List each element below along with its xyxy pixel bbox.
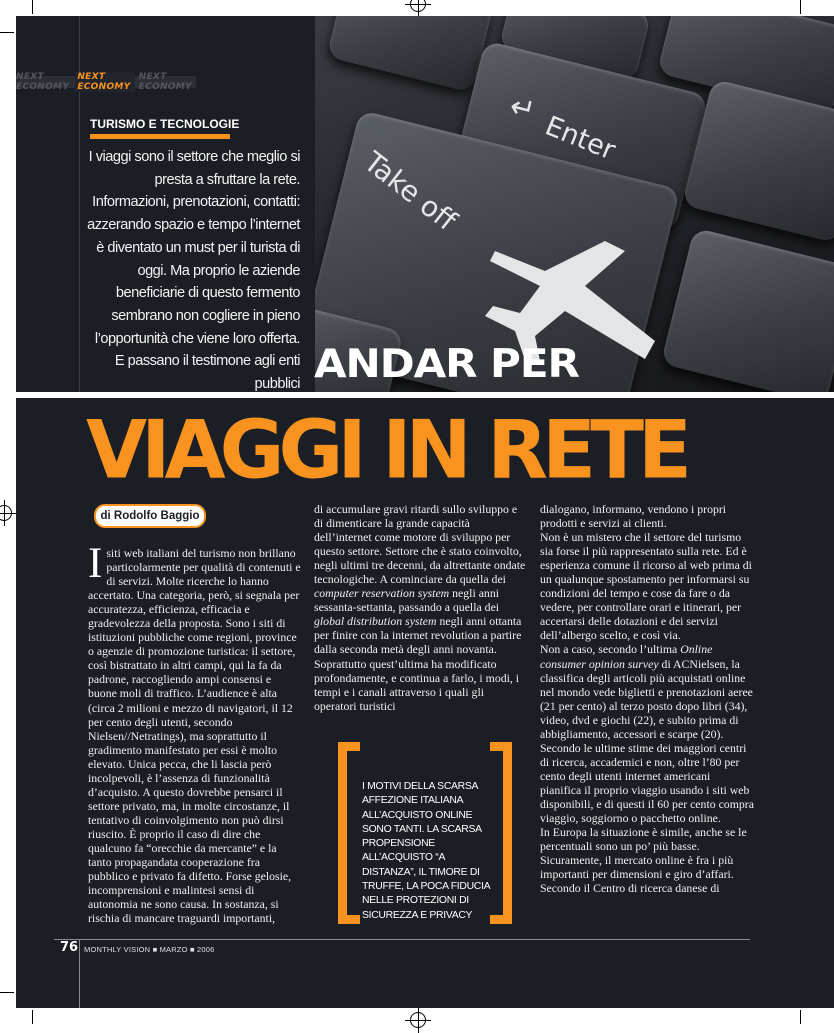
paragraph-text: di ACNielsen, la classifica degli articoli più acquistati online nel mondo vede biglietti e prenotazioni aeree (21 per cento) al terzo posto dopo libri (34), video, dvd e giochi (22), e subito prima di abbigliamento, accessori e scarpe (20). Secondo le ultime stime dei maggiori centri di ricerca, accademici e non, oltre l’80 per cento degli utenti internet americani pianifica il proprio viaggio usando i siti web disponibili, e di questi il 60 per cento compra viaggio, soggiorno o pacchetto online. <box>540 656 754 826</box>
crop-mark <box>800 0 801 14</box>
crop-mark <box>32 1010 33 1024</box>
pull-quote <box>338 742 512 924</box>
paragraph-text: Non a caso, secondo l’ultima <box>540 642 681 657</box>
headline-main: VIAGGI IN RETE <box>86 402 686 497</box>
registration-mark <box>410 1012 426 1028</box>
keyboard-key <box>326 16 493 93</box>
column-2-emphasis: global distribution system <box>314 614 437 629</box>
article-column-2 <box>314 502 526 713</box>
crop-mark <box>32 0 33 14</box>
paragraph: In Europa la situazione è simile, anche se le percentuali sono un po’ più basse. Sicuramente, il mercato online è fra i più importanti per dimensioni e giro d’affari. Secondo il Centro di ricerca danese di <box>540 825 747 896</box>
headline-top: ANDAR PER <box>314 342 579 387</box>
registration-mark <box>0 505 12 521</box>
footer-rule <box>54 939 750 940</box>
section-strip-item: NEXT ECONOMY <box>16 72 70 92</box>
paragraph: Non è un mistero che il settore del turismo sia forse il più rappresentato sulla rete. Ed è esperienza comune il ricorso al web prima di un qualunque spostamento per informarsi su condizioni del tempo e cose da fare o da vedere, per controllare orari e itinerari, per accertarsi delle dotazioni e dei servizi dell’albergo scelto, e così via. <box>540 530 752 643</box>
magazine-page <box>16 16 834 1008</box>
registration-mark <box>410 0 426 12</box>
pull-quote-text: I MOTIVI DELLA SCARSA AFFEZIONE ITALIANA ALL’ACQUISTO ONLINE SONO TANTI. LA SCARSA PROPENSIONE ALL’ACQUISTO “A DISTANZA”, IL TIMORE DI TRUFFE, LA POCA FIDUCIA NELLE PROTEZIONI DI SICUREZZA E PRIVACY <box>362 781 490 921</box>
article-deck: I viaggi sono il settore che meglio si presta a sfruttare la rete. Informazioni, prenotazioni, contatti: azzerando spazio e tempo l’internet è diventato un must per il turista di oggi. Ma proprio le aziende beneficiarie di questo fermento sembrano non cogliere in pieno l’opportunità che viene loro offerta. E passano il testimone agli enti pubblici <box>87 149 300 393</box>
byline: di Rodolfo Baggio <box>94 504 206 528</box>
keyboard-key <box>661 228 834 392</box>
keyboard-photo <box>315 16 834 392</box>
crop-mark <box>0 32 14 33</box>
takeoff-key-label: Take off <box>357 145 463 238</box>
dropcap: I <box>88 540 103 587</box>
folio: MONTHLY VISION ■ MARZO ■ 2006 <box>84 945 215 954</box>
paragraph <box>540 642 754 825</box>
article-column-3 <box>540 502 754 895</box>
page-number: 76 <box>60 940 79 955</box>
paragraph: dialogano, informano, vendono i propri prodotti e servizi ai clienti. <box>540 502 727 531</box>
footer-vertical-rule <box>79 939 80 1008</box>
crop-mark <box>0 992 14 993</box>
section-strip-item: NEXT ECONOMY <box>138 72 192 92</box>
column-2-emphasis: computer reservation system <box>314 586 450 601</box>
section-strip <box>16 72 196 92</box>
divider <box>16 392 834 398</box>
return-arrow-icon: ↵ <box>506 88 539 129</box>
crop-mark <box>800 1010 801 1024</box>
column-2-text: negli anni ottanta per finire con la internet revolution a partire dalla seconda metà degli anni novanta. Soprattutto quest’ultima ha modificato profondamente, e continua a farlo, i modi, i tempi e i canali attraverso i quali gli operatori turistici <box>314 614 522 713</box>
left-bracket <box>338 742 360 924</box>
column-1-text: siti web italiani del turismo non brillano particolarmente per qualità di contenuti e di servizi. Molte ricerche lo hanno accertato. Una categoria, però, si segnala per accuratezza, efficienza, efficacia e gradevolezza della proposta. Sono i siti di istituzioni pubbliche come regioni, province o agenzie di promozione turistica: il settore, così bistrattato in altri campi, qui la fa da padrone, raccogliendo ampi consensi e buone moli di traffico. L’audience è alta (circa 2 milioni e mezzo di navigatori, il 12 per cento degli utenti, secondo Nielsen//Netratings), ma soprattutto il gradimento manifestato per essi è molto elevato. Unica pecca, che li lascia però incolpevoli, è l’assenza di funzionalità d’acquisto. A questo dovrebbe pensarci il settore privato, ma, in molte circostanze, il tentativo di coinvolgimento non può dirsi riuscito. È proprio il caso di dire che qualcuno fa “orecchie da mercante” e la tanto propagandata cooperazione fra pubblico e privato fa difetto. Forse gelosie, incomprensioni e malintesi sensi di autonomia ne sono causa. In sostanza, si rischia di mancare traguardi importanti, <box>88 546 301 926</box>
section-strip-item-active: NEXT ECONOMY <box>75 72 134 92</box>
enter-key-label: Enter <box>540 110 620 167</box>
column-2-text: negli anni sessanta-settanta, passando a quella dei <box>314 586 500 615</box>
section-underline <box>90 134 230 139</box>
column-2-text: di accumulare gravi ritardi sullo sviluppo e di dimenticare la grande capacità dell’internet come motore di sviluppo per questo settore. Settore che è stato coinvolto, negli ultimi tre decenni, da altrettante ondate tecnologiche. A cominciare da quella dei <box>314 502 526 587</box>
article-column-1 <box>88 540 301 926</box>
section-label: TURISMO E TECNOLOGIE <box>90 117 240 131</box>
paragraph-emphasis: Online consumer opinion survey <box>540 642 713 671</box>
